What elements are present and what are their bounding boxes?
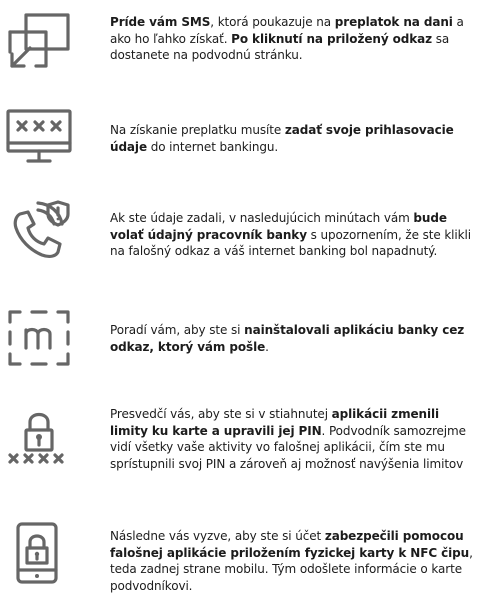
emphasis-text: bude volať údajný pracovník banky — [110, 211, 447, 242]
body-text: . — [265, 339, 269, 354]
step-text — [110, 122, 476, 155]
step-text — [110, 210, 476, 260]
body-text: do internet bankingu. — [146, 139, 279, 154]
emphasis-text: zadať svoje prihlasovacie údaje — [110, 123, 454, 154]
phone-call-alert-icon — [6, 200, 72, 266]
step-text — [110, 528, 476, 594]
body-text: Na získanie preplatku musíte — [110, 123, 285, 137]
body-text: sa dostanete na podvodnú stránku. — [110, 31, 450, 62]
emphasis-text: Po kliknutí na priložený odkaz — [231, 31, 433, 46]
app-install-icon — [6, 308, 72, 374]
emphasis-text: nainštalovali aplikáciu banky cez odkaz, ktorý vám pošle — [110, 323, 465, 354]
emphasis-text: Príde vám SMS — [110, 15, 211, 29]
body-text: , teda zadnej strane mobilu. Tým odošlete informácie o karte podvodníkovi. — [110, 545, 473, 593]
lock-pin-icon — [6, 404, 72, 470]
body-text: Presvedčí vás, aby ste si v stiahnutej — [110, 407, 332, 421]
step-text — [110, 406, 476, 472]
body-text: a ako ho ľahko získať. — [110, 15, 464, 46]
body-text: s upozornením, že ste klikli na falošný odkaz a váš internet banking bol napadnutý. — [110, 227, 471, 258]
password-monitor-icon — [6, 108, 72, 174]
body-text: Ak ste údaje zadali, v nasledujúcich minútach vám — [110, 211, 414, 225]
body-text: Následne vás vyzve, aby ste si účet — [110, 529, 325, 543]
click-link-icon — [6, 12, 72, 78]
body-text: . Podvodník samozrejme vidí všetky vaše aktivity vo falošnej aplikácii, čím ste mu sprístupnili svoj PIN a zároveň aj možnosť navýšenia limitov — [110, 423, 466, 471]
body-text: Poradí vám, aby ste si — [110, 323, 245, 337]
body-text: , ktorá poukazuje na — [210, 15, 335, 29]
emphasis-text: aplikácii zmenili limity ku karte a upravili jej PIN — [110, 407, 439, 438]
step-text — [110, 14, 476, 64]
step-text — [110, 322, 476, 355]
phone-lock-icon — [6, 520, 72, 586]
emphasis-text: zabezpečili pomocou falošnej aplikácie priložením fyzickej karty k NFC čipu — [110, 529, 470, 560]
emphasis-text: preplatok na dani — [334, 15, 453, 29]
